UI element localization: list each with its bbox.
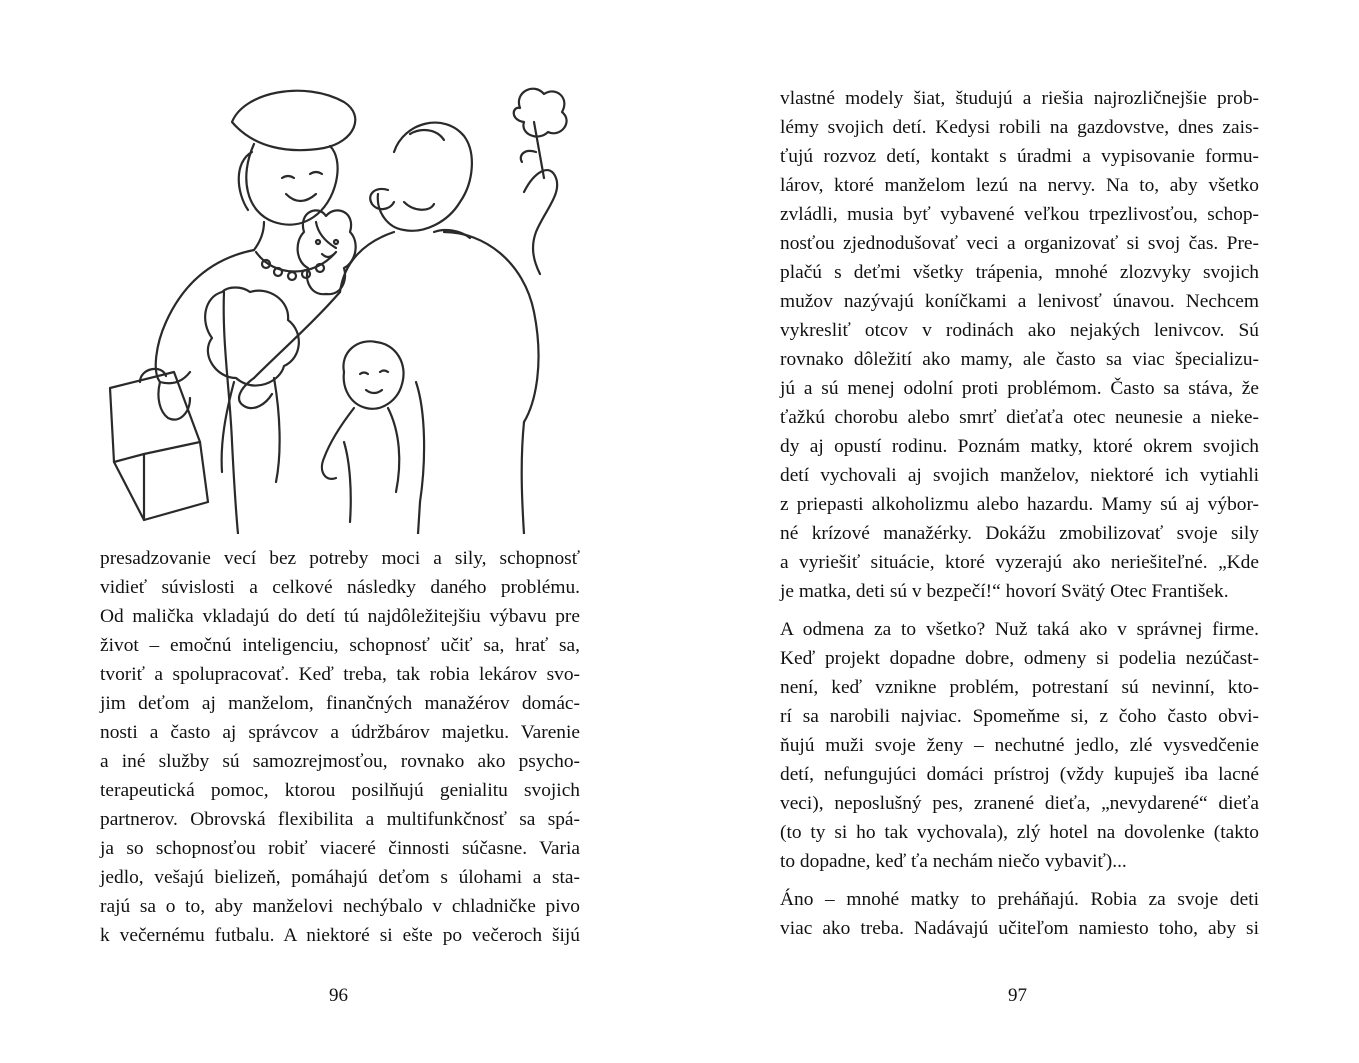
paragraph (780, 885, 1259, 943)
text-line: lárov, ktoré manželom lezú na nervy. Na to, aby všetko (780, 175, 1259, 196)
paragraph (780, 615, 1259, 876)
text-line: detí vychovali aj svojich manželov, niektoré ich vytiahli (780, 465, 1259, 486)
text-line: lémy svojich detí. Kedysi robili na gazdovstve, dnes zais- (780, 117, 1259, 138)
text-line: rí sa narobili najviac. Spomeňme si, z čoho často obvi- (780, 706, 1259, 727)
family-drawing-icon (104, 82, 580, 534)
text-line: je matka, deti sú v bezpečí!“ hovorí Svätý Otec František. (780, 581, 1229, 602)
text-line: vidieť súvislosti a celkové následky daného problému. (100, 577, 580, 598)
paragraph (780, 84, 1259, 606)
text-line: a vyriešiť situácie, ktoré vyzerajú ako neriešiteľné. „Kde (780, 552, 1259, 573)
paragraph (100, 544, 580, 950)
text-line: jú a sú menej odolní proti problémom. Často sa stáva, že (780, 378, 1259, 399)
text-line: jedlo, vešajú bielizeň, pomáhajú deťom s úlohami a sta- (100, 867, 580, 888)
text-line: mužov nazývajú koníčkami a lenivosť únavou. Nechcem (780, 291, 1259, 312)
right-page-text (780, 84, 1259, 943)
text-line: dy aj opustí rodinu. Poznám matky, ktoré okrem svojich (780, 436, 1259, 457)
text-line: detí, nefungujúci domáci prístroj (vždy kupuješ iba lacné (780, 764, 1259, 785)
text-line: plačú s deťmi všetky trápenia, mnohé zlozvyky svojich (780, 262, 1259, 283)
text-line: to dopadne, keď ťa nechám niečo vybaviť)... (780, 851, 1127, 872)
text-line: vlastné modely šiat, študujú a riešia najrozličnejšie prob- (780, 88, 1259, 109)
text-line: terapeutická pomoc, ktorou posilňujú genialitu svojich (100, 780, 580, 801)
text-line: Keď projekt dopadne dobre, odmeny si podelia nezúčast- (780, 648, 1259, 669)
text-line: veci), neposlušný pes, zranené dieťa, „nevydarené“ dieťa (780, 793, 1259, 814)
text-line: a iné služby sú samozrejmosťou, rovnako ako psycho- (100, 751, 580, 772)
text-line: né krízové manažérky. Dokážu zmobilizovať svoje sily (780, 523, 1259, 544)
text-line: ja so schopnosťou robiť viaceré činnosti súčasne. Varia (100, 838, 580, 859)
text-line: ňujú muži svoje ženy – nechutné jedlo, zlé vysvedčenie (780, 735, 1259, 756)
page-number: 97 (1008, 985, 1027, 1006)
text-line: ťujú rozvoz detí, kontakt s úradmi a vypisovanie formu- (780, 146, 1259, 167)
text-line: rajú sa o to, aby manželovi nechýbalo v chladničke pivo (100, 896, 580, 917)
text-line: presadzovanie vecí bez potreby moci a sily, schopnosť (100, 548, 580, 569)
text-line: není, keď vznikne problém, potrestaní sú nevinní, kto- (780, 677, 1259, 698)
text-line: partnerov. Obrovská flexibilita a multifunkčnosť sa spá- (100, 809, 580, 830)
text-line: tvoriť a spolupracovať. Keď treba, tak robia lekárov svo- (100, 664, 580, 685)
right-page (680, 0, 1359, 1063)
page-number: 96 (329, 985, 348, 1006)
text-line: viac ako treba. Nadávajú učiteľom namiesto toho, aby si (780, 918, 1259, 939)
text-line: Áno – mnohé matky to preháňajú. Robia za svoje deti (780, 889, 1259, 910)
text-line: A odmena za to všetko? Nuž taká ako v správnej firme. (780, 619, 1259, 640)
text-line: (to ty si ho tak vychovala), zlý hotel na dovolenke (takto (780, 822, 1259, 843)
text-line: Od malička vkladajú do detí tú najdôležitejšiu výbavu pre (100, 606, 580, 627)
text-line: ťažkú chorobu alebo smrť dieťaťa otec neunesie a nieke- (780, 407, 1259, 428)
text-line: vykresliť otcov v rodinách ako nejakých lenivcov. Sú (780, 320, 1259, 341)
text-line: k večernému futbalu. A niektoré si ešte po večeroch šijú (100, 925, 580, 946)
text-line: život – emočnú inteligenciu, schopnosť učiť sa, hrať sa, (100, 635, 580, 656)
text-line: nosťou zjednodušovať veci a organizovať si svoj čas. Pre- (780, 233, 1259, 254)
text-line: zvládli, musia byť vybavené veľkou trpezlivosťou, schop- (780, 204, 1259, 225)
left-page-text (100, 544, 580, 950)
text-line: nosti a často aj správcov a údržbárov majetku. Varenie (100, 722, 580, 743)
text-line: jim deťom aj manželom, finančných manažérov domác- (100, 693, 580, 714)
text-line: rovnako dôležití ako mamy, ale často sa viac špecializu- (780, 349, 1259, 370)
text-line: z priepasti alkoholizmu alebo hazardu. Mamy sú aj výbor- (780, 494, 1259, 515)
family-illustration (104, 82, 580, 534)
